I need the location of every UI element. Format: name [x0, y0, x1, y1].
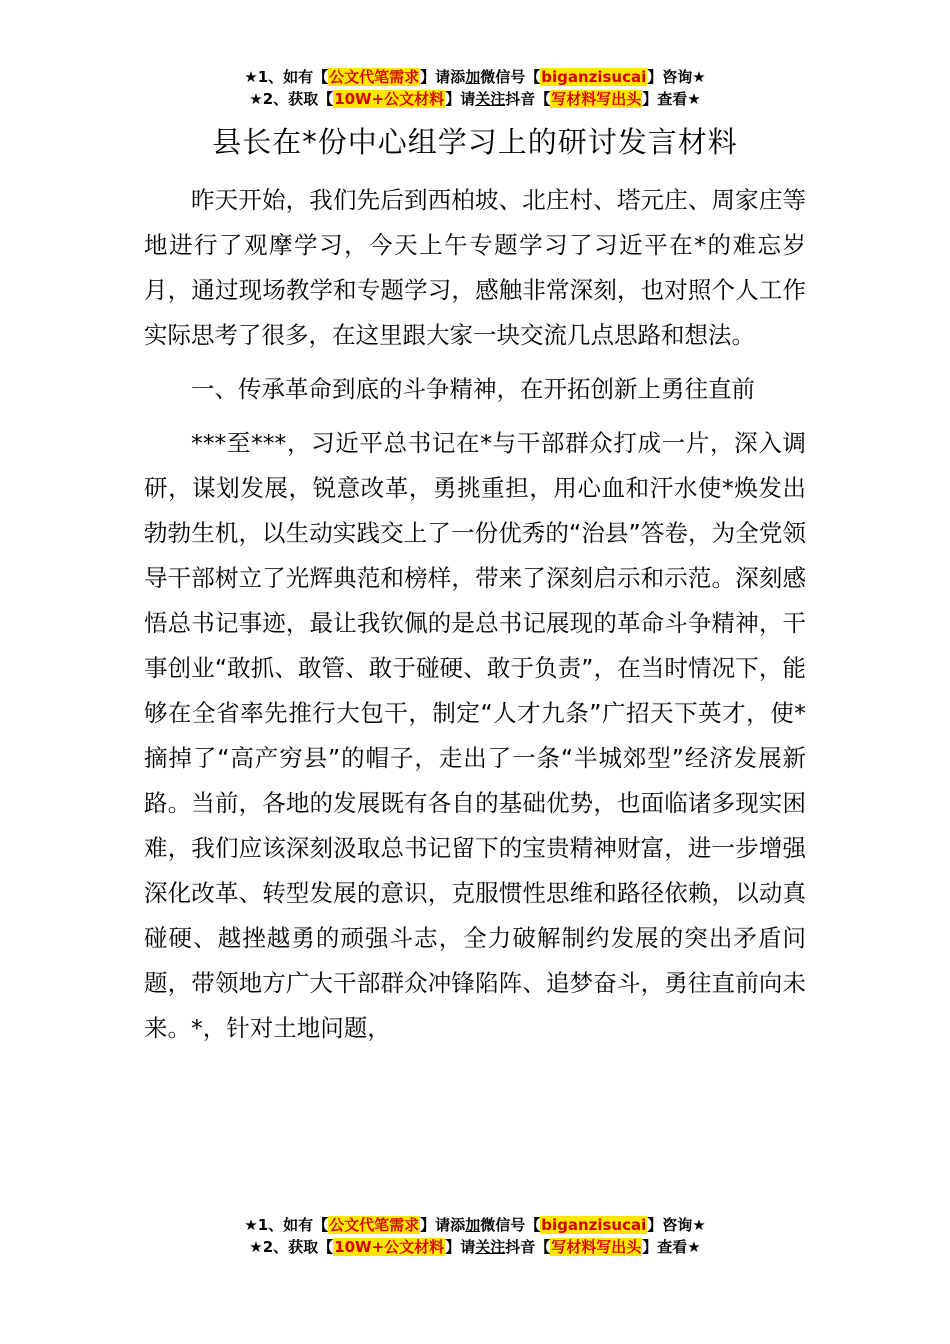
- document-body: [144, 178, 806, 1051]
- paragraph: ***至***，习近平总书记在*与干部群众打成一片，深入调研，谋划发展，锐意改革，勇挑重担，用心血和汗水使*焕发出勃勃生机，以生动实践交上了一份优秀的“治县”答卷，为全党领导干部树立了光辉典范和榜样，带来了深刻启示和示范。深刻感悟总书记事迹，最让我钦佩的是总书记展现的革命斗争精神，干事创业“敢抓、敢管、敢于碰硬、敢于负责”，在当时情况下，能够在全省率先推行大包干，制定“人才九条”广招天下英才，使*摘掉了“高产穷县”的帽子，走出了一条“半城郊型”经济发展新路。当前，各地的发展既有各自的基础优势，也面临诸多现实困难，我们应该深刻汲取总书记留下的宝贵精神财富，进一步增强深化改革、转型发展的意识，克服惯性思维和路径依赖，以动真碰硬、越挫越勇的顽强斗志，全力破解制约发展的突出矛盾问题，带领地方广大干部群众冲锋陷阵、追梦奋斗，勇往直前向未来。*，针对土地问题，: [144, 429, 806, 1042]
- promo-text: 】请: [445, 1238, 476, 1256]
- promo-line-1: [0, 66, 950, 88]
- promo-emphasis: 关注: [475, 1238, 506, 1256]
- promo-text: 微信号【: [480, 1216, 541, 1234]
- promo-emphasis: 加: [465, 68, 481, 86]
- promo-highlight: 写材料写出头: [551, 90, 642, 108]
- promo-highlight: 10W+公文材料: [334, 90, 445, 108]
- bottom-promo-banner: [0, 1214, 950, 1258]
- promo-text: ★1、如有【: [244, 68, 329, 86]
- section-heading: 一、传承革命到底的斗争精神，在开拓创新上勇往直前: [191, 375, 755, 403]
- promo-highlight: 写材料写出头: [551, 1238, 642, 1256]
- promo-text: 】咨询★: [647, 1216, 706, 1234]
- promo-text: ★1、如有【: [244, 1216, 329, 1234]
- promo-highlight: 10W+公文材料: [334, 1238, 445, 1256]
- promo-text: 微信号【: [480, 68, 541, 86]
- promo-highlight: 公文代笔需求: [329, 68, 420, 86]
- top-promo-banner: [0, 66, 950, 110]
- promo-text: 抖音【: [505, 1238, 551, 1256]
- promo-line-2: [0, 88, 950, 110]
- promo-highlight: biganzisucai: [541, 1216, 647, 1234]
- promo-highlight: biganzisucai: [541, 68, 647, 86]
- promo-text: 】咨询★: [647, 68, 706, 86]
- promo-text: 】请添: [420, 68, 466, 86]
- promo-text: 】查看★: [642, 90, 701, 108]
- document-title: 县长在*份中心组学习上的研讨发言材料: [212, 125, 738, 159]
- promo-text: ★2、获取【: [249, 90, 334, 108]
- promo-emphasis: 加: [465, 1216, 481, 1234]
- promo-line-2: [0, 1236, 950, 1258]
- promo-text: 】请: [445, 90, 476, 108]
- paragraph: 昨天开始，我们先后到西柏坡、北庄村、塔元庄、周家庄等地进行了观摩学习，今天上午专题学习了习近平在*的难忘岁月，通过现场教学和专题学习，感触非常深刻，也对照个人工作实际思考了很多，在这里跟大家一块交流几点思路和想法。: [144, 186, 806, 349]
- promo-text: 抖音【: [505, 90, 551, 108]
- promo-emphasis: 关注: [475, 90, 506, 108]
- promo-line-1: [0, 1214, 950, 1236]
- promo-highlight: 公文代笔需求: [329, 1216, 420, 1234]
- promo-text: 】请添: [420, 1216, 466, 1234]
- promo-text: 】查看★: [642, 1238, 701, 1256]
- promo-text: ★2、获取【: [249, 1238, 334, 1256]
